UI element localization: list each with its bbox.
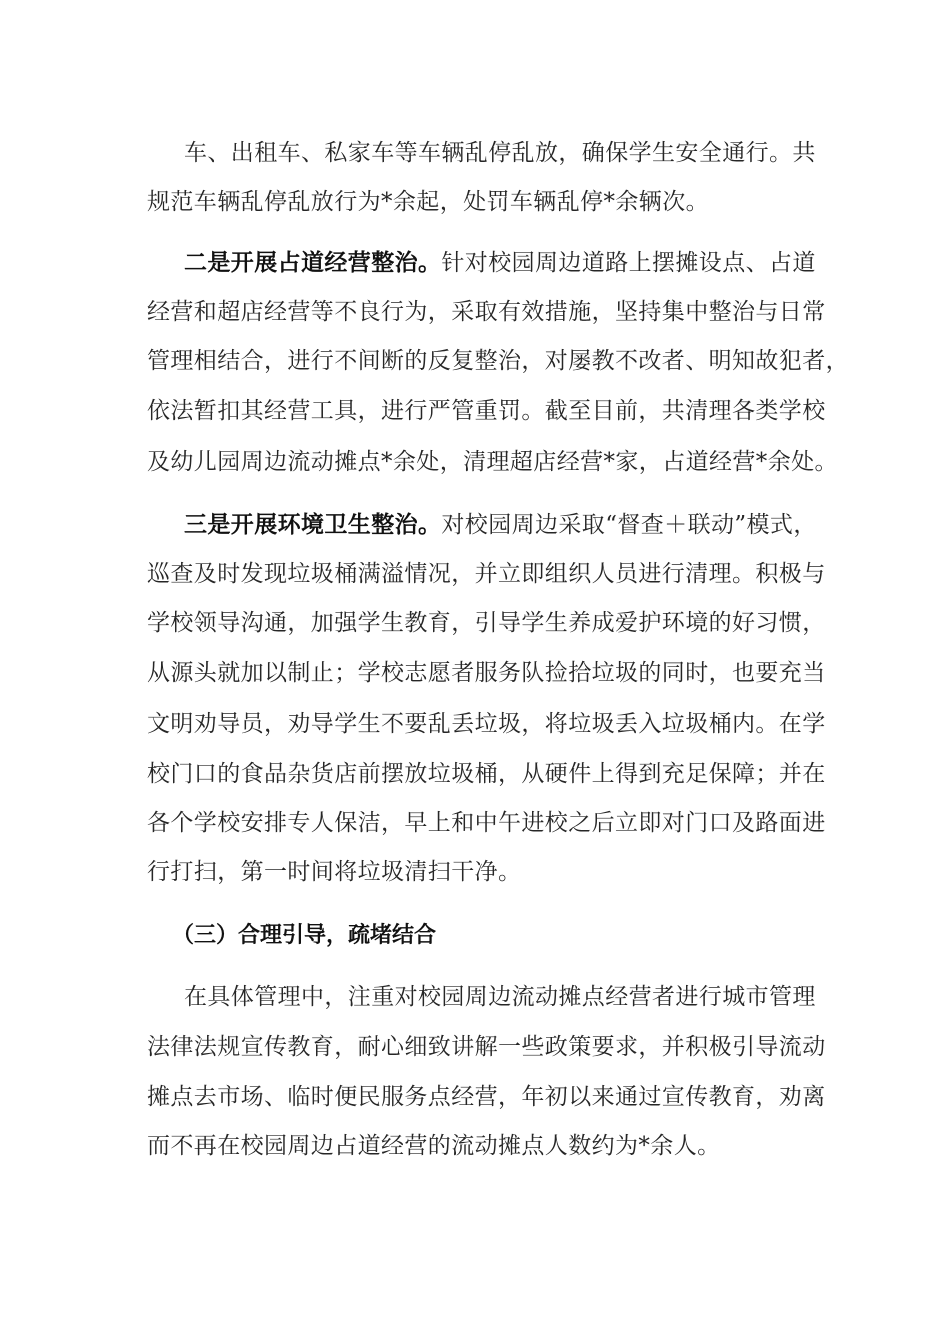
paragraph-3-line-1-text: 对校园周边采取“督查＋联动”模式， [441, 512, 817, 538]
paragraph-3-line-7: 各个学校安排专人保洁，早上和中午进校之后立即对门口及路面进 [147, 810, 826, 836]
paragraph-2-line-2: 经营和超店经营等不良行为，采取有效措施，坚持集中整治与日常 [147, 299, 826, 325]
paragraph-3-line-4: 从源头就加以制止；学校志愿者服务队捡拾垃圾的同时，也要充当 [147, 660, 826, 686]
paragraph-2-lead: 二是开展占道经营整治。 [184, 249, 442, 276]
paragraph-2-line-3: 管理相结合，进行不间断的反复整治，对屡教不改者、明知故犯者， [147, 348, 849, 374]
paragraph-4-line-1: 在具体管理中，注重对校园周边流动摊点经营者进行城市管理 [184, 984, 816, 1010]
paragraph-1-line-1: 车、出租车、私家车等车辆乱停乱放，确保学生安全通行。共 [184, 140, 816, 166]
paragraph-3-line-6: 校门口的食品杂货店前摆放垃圾桶，从硬件上得到充足保障；并在 [147, 761, 826, 787]
paragraph-3-line-1 [184, 510, 817, 540]
paragraph-4-line-3: 摊点去市场、临时便民服务点经营，年初以来通过宣传教育，劝离 [147, 1084, 826, 1110]
section-heading: （三）合理引导，疏堵结合 [172, 922, 437, 948]
paragraph-3-lead: 三是开展环境卫生整治。 [184, 511, 442, 538]
paragraph-3-line-5: 文明劝导员，劝导学生不要乱丢垃圾，将垃圾丢入垃圾桶内。在学 [147, 711, 826, 737]
paragraph-2-line-1-text: 针对校园周边道路上摆摊设点、占道 [441, 250, 816, 276]
paragraph-4-line-2: 法律法规宣传教育，耐心细致讲解一些政策要求，并积极引导流动 [147, 1034, 826, 1060]
paragraph-2-line-1 [184, 248, 816, 278]
paragraph-4-line-4: 而不再在校园周边占道经营的流动摊点人数约为*余人。 [147, 1133, 721, 1159]
paragraph-3-line-2: 巡查及时发现垃圾桶满溢情况，并立即组织人员进行清理。积极与 [147, 561, 826, 587]
paragraph-2-line-5: 及幼儿园周边流动摊点*余处，清理超店经营*家，占道经营*余处。 [147, 449, 838, 475]
paragraph-1-line-2: 规范车辆乱停乱放行为*余起，处罚车辆乱停*余辆次。 [147, 189, 709, 215]
paragraph-3-line-8: 行打扫，第一时间将垃圾清扫干净。 [147, 859, 522, 885]
paragraph-2-line-4: 依法暂扣其经营工具，进行严管重罚。截至目前，共清理各类学校 [147, 398, 826, 424]
paragraph-3-line-3: 学校领导沟通，加强学生教育，引导学生养成爱护环境的好习惯， [147, 610, 826, 636]
